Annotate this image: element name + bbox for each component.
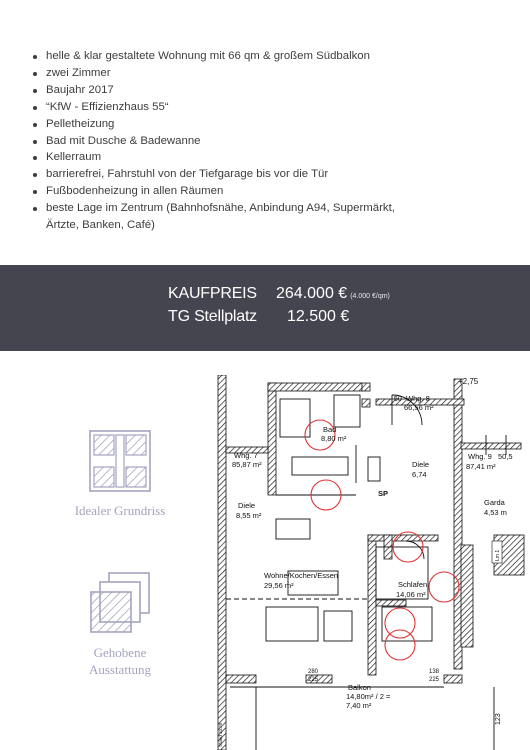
- card-gehobene-ausstattung: [40, 572, 200, 678]
- card-idealer-grundriss: [40, 430, 200, 519]
- plan-label: Whg. 9: [468, 452, 492, 461]
- feature-item: “KfW - Effizienzhaus 55“: [30, 99, 510, 116]
- plan-label: 29,56 m²: [264, 581, 294, 590]
- feature-item-continued: Ärtzte, Banken, Café): [46, 219, 155, 232]
- price-band: [0, 265, 530, 351]
- dimension-label: 280: [308, 669, 319, 675]
- feature-item: Pelletheizung: [30, 116, 510, 133]
- plan-label: Garda: [484, 498, 505, 507]
- plan-label: 87,41 m²: [466, 462, 496, 471]
- kaufpreis-per-sqm: (4.000 €/qm): [350, 293, 390, 300]
- floorplan-icon: [89, 430, 151, 492]
- plan-label: Whg. 8: [406, 394, 430, 403]
- plan-label: 14,80m² / 2 =: [346, 692, 391, 701]
- kaufpreis-value: 264.000 €: [276, 285, 348, 302]
- plan-credit: Stand 10.20: [218, 722, 223, 747]
- card-label-line: Ausstattung: [88, 662, 152, 677]
- plan-label: Lm 1: [495, 549, 501, 561]
- feature-item: Baujahr 2017: [30, 82, 510, 99]
- feature-item: Fußbodenheizung in allen Räumen: [30, 183, 510, 200]
- dimension-label: 225: [308, 677, 319, 683]
- dimension-label: 225: [429, 677, 440, 683]
- layers-icon: [89, 572, 151, 634]
- plan-label: 50,5: [498, 452, 513, 461]
- plan-label: Wohne/Kochen/Essen: [264, 571, 339, 580]
- floor-plan-drawing: [216, 375, 530, 750]
- plan-label: 8,55 m²: [236, 511, 262, 520]
- card-label: Idealer Grundriss: [74, 503, 166, 518]
- plan-label: SP: [378, 489, 389, 498]
- dimension-label: 138: [429, 669, 440, 675]
- floor-plan: [216, 375, 530, 750]
- feature-list: [30, 48, 510, 234]
- feature-item: Kellerraum: [30, 149, 510, 166]
- feature-item: beste Lage im Zentrum (Bahnhofsnähe, Anbindung A94, Supermärkt,: [30, 200, 510, 217]
- plan-label: 66,56 m²: [404, 403, 434, 412]
- plan-label: Bad: [323, 425, 337, 434]
- plan-label: Whg. 7: [234, 451, 258, 460]
- plan-label: 14,06 m²: [396, 590, 426, 599]
- plan-label: 7,40 m²: [346, 701, 372, 710]
- plan-label: 6,74: [412, 470, 427, 479]
- kaufpreis-row: [168, 285, 390, 303]
- card-label: [40, 644, 200, 678]
- feature-item: zwei Zimmer: [30, 65, 510, 82]
- card-label-line: Gehobene: [93, 645, 147, 660]
- stellplatz-value: 12.500 €: [287, 308, 350, 325]
- plan-label: 4,53 m: [484, 508, 507, 517]
- plan-label: +2,75: [458, 377, 479, 386]
- stellplatz-label: TG Stellplatz: [168, 308, 257, 325]
- dimension-label: 123: [495, 713, 502, 725]
- kaufpreis-label: KAUFPREIS: [168, 285, 257, 302]
- plan-label: Diele: [238, 501, 256, 510]
- feature-item: barrierefrei, Fahrstuhl von der Tiefgarage bis vor die Tür: [30, 166, 510, 183]
- plan-label: Balkon: [348, 683, 371, 692]
- feature-item: helle & klar gestaltete Wohnung mit 66 qm & großem Südbalkon: [30, 48, 510, 65]
- plan-label: 8,80 m²: [321, 434, 347, 443]
- plan-label: 50: [394, 396, 402, 403]
- plan-label: Diele: [412, 460, 430, 469]
- stellplatz-row: [168, 308, 349, 326]
- feature-item: Bad mit Dusche & Badewanne: [30, 133, 510, 150]
- plan-label: Schlafen: [398, 580, 428, 589]
- plan-label: 85,87 m²: [232, 460, 262, 469]
